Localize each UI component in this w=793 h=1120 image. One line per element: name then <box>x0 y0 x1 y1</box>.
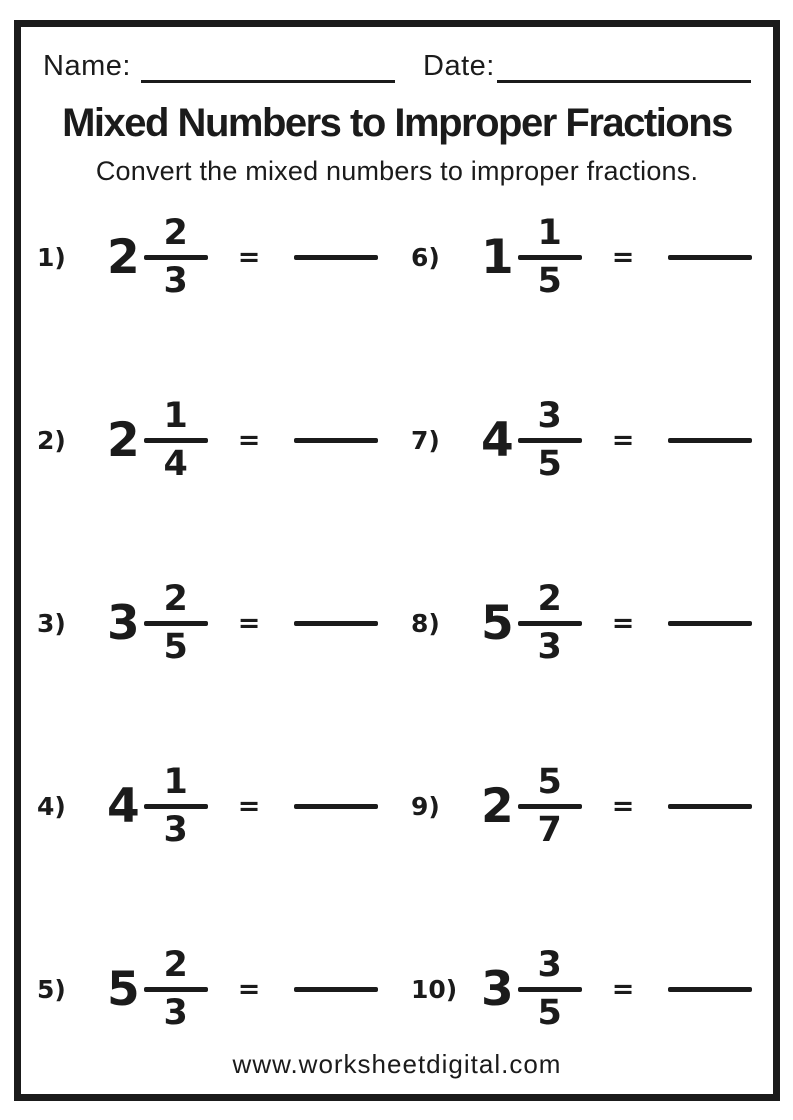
equals-sign: = <box>237 791 261 822</box>
equals-sign: = <box>611 242 635 273</box>
fraction-numerator: 2 <box>163 945 188 985</box>
whole-number: 5 <box>107 962 140 1017</box>
fraction-bar <box>518 804 582 809</box>
problem-1 <box>37 166 387 349</box>
problem-8 <box>411 532 761 715</box>
name-line <box>141 49 395 83</box>
fraction-denominator: 4 <box>163 444 188 484</box>
fraction <box>144 579 208 667</box>
equals-sign: = <box>611 791 635 822</box>
answer-blank <box>668 987 752 992</box>
answer-blank <box>668 438 752 443</box>
fraction-denominator: 5 <box>537 261 562 301</box>
problem-number: 7) <box>411 426 440 455</box>
name-label: Name: <box>43 50 131 82</box>
equals-sign: = <box>611 608 635 639</box>
fraction-bar <box>518 438 582 443</box>
fraction-denominator: 5 <box>163 627 188 667</box>
problem-6 <box>411 166 761 349</box>
problem-number: 10) <box>411 975 458 1004</box>
fraction-denominator: 3 <box>163 261 188 301</box>
fraction-denominator: 3 <box>163 810 188 850</box>
answer-blank <box>294 804 378 809</box>
problem-number: 9) <box>411 792 440 821</box>
fraction-denominator: 5 <box>537 993 562 1033</box>
problem-3 <box>37 532 387 715</box>
fraction-denominator: 3 <box>163 993 188 1033</box>
whole-number: 4 <box>481 413 514 468</box>
equals-sign: = <box>237 608 261 639</box>
worksheet-title: Mixed Numbers to Improper Fractions <box>62 101 732 145</box>
fraction <box>518 579 582 667</box>
whole-number: 3 <box>107 596 140 651</box>
fraction-bar <box>144 804 208 809</box>
whole-number: 4 <box>107 779 140 834</box>
fraction <box>144 213 208 301</box>
fraction-bar <box>144 255 208 260</box>
date-label: Date: <box>423 50 495 82</box>
answer-blank <box>668 804 752 809</box>
problems-grid <box>37 166 761 1081</box>
equals-sign: = <box>237 425 261 456</box>
fraction-numerator: 1 <box>537 213 562 253</box>
fraction <box>518 213 582 301</box>
problem-9 <box>411 715 761 898</box>
whole-number: 2 <box>481 779 514 834</box>
fraction-numerator: 1 <box>163 396 188 436</box>
footer-url: www.worksheetdigital.com <box>232 1049 562 1079</box>
problem-number: 4) <box>37 792 66 821</box>
answer-blank <box>668 621 752 626</box>
equals-sign: = <box>611 974 635 1005</box>
whole-number: 2 <box>107 230 140 285</box>
fraction-numerator: 2 <box>537 579 562 619</box>
problem-number: 8) <box>411 609 440 638</box>
equals-sign: = <box>237 242 261 273</box>
equals-sign: = <box>611 425 635 456</box>
fraction-bar <box>518 621 582 626</box>
problem-7 <box>411 349 761 532</box>
worksheet-border <box>14 20 780 1101</box>
answer-blank <box>294 987 378 992</box>
fraction-bar <box>518 255 582 260</box>
whole-number: 3 <box>481 962 514 1017</box>
date-line <box>497 49 751 83</box>
fraction <box>144 762 208 850</box>
fraction-denominator: 7 <box>537 810 562 850</box>
answer-blank <box>294 255 378 260</box>
answer-blank <box>294 621 378 626</box>
whole-number: 1 <box>481 230 514 285</box>
fraction-numerator: 3 <box>537 945 562 985</box>
header-row <box>43 49 751 83</box>
fraction-bar <box>518 987 582 992</box>
fraction-bar <box>144 438 208 443</box>
fraction-numerator: 1 <box>163 762 188 802</box>
fraction-bar <box>144 987 208 992</box>
answer-blank <box>294 438 378 443</box>
problem-number: 5) <box>37 975 66 1004</box>
fraction-bar <box>144 621 208 626</box>
problem-number: 3) <box>37 609 66 638</box>
problem-number: 1) <box>37 243 66 272</box>
fraction <box>518 762 582 850</box>
worksheet-instructions: Convert the mixed numbers to improper fractions. <box>95 156 699 186</box>
fraction <box>518 396 582 484</box>
fraction <box>518 945 582 1033</box>
fraction-numerator: 3 <box>537 396 562 436</box>
fraction-numerator: 5 <box>537 762 562 802</box>
fraction-denominator: 5 <box>537 444 562 484</box>
fraction <box>144 396 208 484</box>
answer-blank <box>668 255 752 260</box>
problem-4 <box>37 715 387 898</box>
problem-number: 2) <box>37 426 66 455</box>
fraction-numerator: 2 <box>163 213 188 253</box>
fraction-denominator: 3 <box>537 627 562 667</box>
fraction-numerator: 2 <box>163 579 188 619</box>
problem-2 <box>37 349 387 532</box>
equals-sign: = <box>237 974 261 1005</box>
fraction <box>144 945 208 1033</box>
whole-number: 2 <box>107 413 140 468</box>
problem-number: 6) <box>411 243 440 272</box>
whole-number: 5 <box>481 596 514 651</box>
